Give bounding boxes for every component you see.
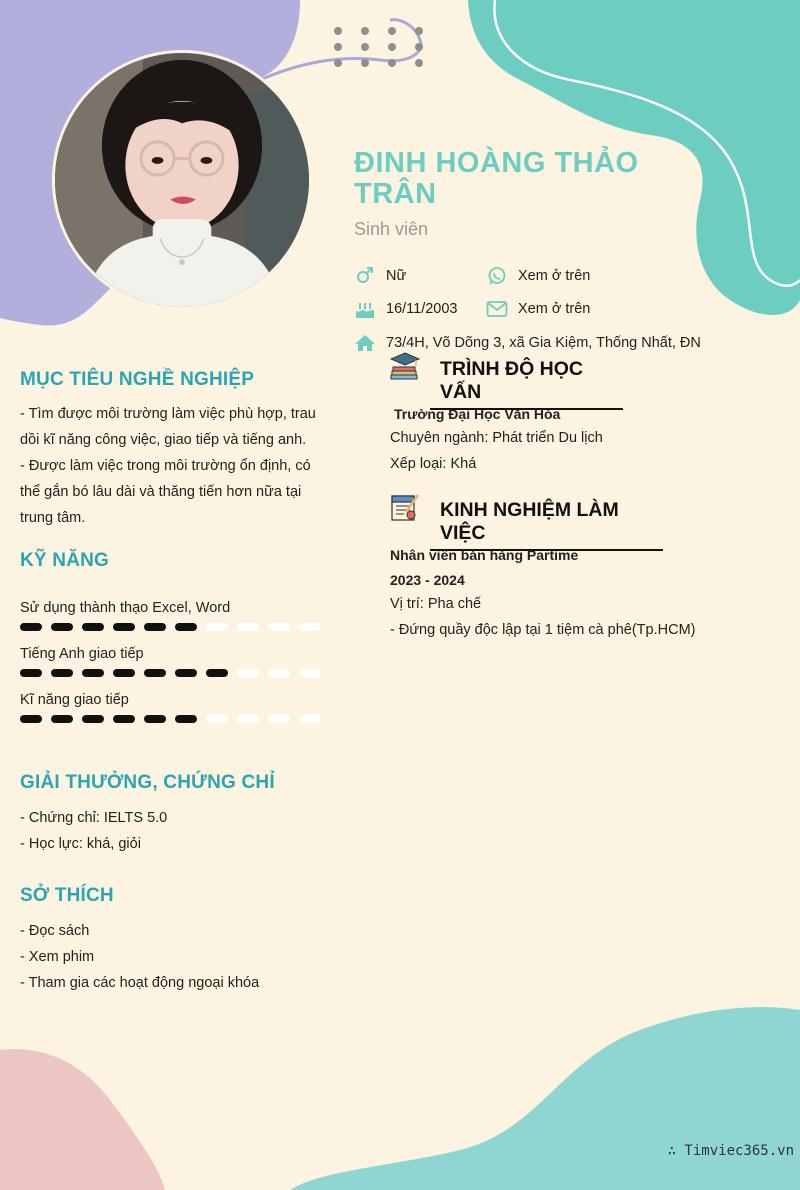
certificate-icon (389, 492, 421, 527)
skill-dash-filled (113, 669, 135, 677)
job-title: Sinh viên (354, 219, 429, 239)
objective-line: - Được làm việc trong môi trường ổn định, có (20, 458, 311, 474)
dob-value: 16/11/2003 (386, 301, 458, 317)
skill-dash-empty (299, 669, 321, 677)
skill-dash-filled (51, 623, 73, 631)
skill-dash-empty (299, 623, 321, 631)
skill-dash-filled (206, 669, 228, 677)
contact-email (486, 299, 590, 319)
skill-dash-empty (206, 623, 228, 631)
experience-role: Nhân viên bán hàng Partime (390, 547, 579, 563)
skill-dash-empty (237, 715, 259, 723)
address-value: 73/4H, Võ Dõng 3, xã Gia Kiệm, Thống Nhất, ĐN (386, 335, 701, 351)
school-name: Trường Đại Học Văn Hóa (394, 406, 561, 422)
award-line: - Học lực: khá, giỏi (20, 836, 141, 852)
skill-dash-filled (20, 715, 42, 723)
objective-title: MỤC TIÊU NGHỀ NGHIỆP (20, 369, 255, 390)
skill-dash-filled (82, 623, 104, 631)
hobby-line: - Tham gia các hoạt động ngoại khóa (20, 975, 260, 991)
skill-dash-filled (144, 669, 166, 677)
skill-bar (20, 669, 321, 677)
site-watermark: ∴ Timviec365.vn (667, 1143, 794, 1159)
experience-position: Vị trí: Pha chế (390, 596, 482, 612)
skill-dash-empty (268, 715, 290, 723)
major: Chuyên ngành: Phát triển Du lịch (390, 430, 603, 446)
skill-label: Kĩ năng giao tiếp (20, 692, 129, 708)
awards-title: GIẢI THƯỞNG, CHỨNG CHỈ (20, 772, 275, 793)
skill-bar (20, 623, 321, 631)
skill-dash-filled (82, 669, 104, 677)
skill-label: Sử dụng thành thạo Excel, Word (20, 600, 231, 616)
hobby-line: - Xem phim (20, 949, 95, 965)
education-title: TRÌNH ĐỘ HỌC VẤN (430, 358, 623, 410)
objective-line: - Tìm được môi trường làm việc phù hợp, trau (20, 406, 316, 422)
email-value: Xem ở trên (518, 301, 591, 317)
skills-title: KỸ NĂNG (20, 550, 110, 571)
objective-text (20, 401, 325, 531)
skill-dash-filled (20, 669, 42, 677)
home-icon (354, 333, 376, 353)
skill-dash-empty (268, 623, 290, 631)
birthday-cake-icon (354, 299, 376, 319)
experience-title: KINH NGHIỆM LÀM VIỆC (430, 499, 663, 551)
experience-description: - Đứng quầy độc lập tại 1 tiệm cà phê(Tp.HCM) (390, 622, 696, 638)
skill-dash-empty (237, 669, 259, 677)
profile-photo (52, 50, 312, 310)
objective-line: trung tâm. (20, 510, 86, 526)
experience-period: 2023 - 2024 (390, 572, 465, 588)
contact-phone (486, 266, 590, 286)
skill-dash-filled (51, 669, 73, 677)
phone-value: Xem ở trên (518, 268, 591, 284)
skill-dash-filled (82, 715, 104, 723)
skill-label: Tiếng Anh giao tiếp (20, 646, 144, 662)
hobbies-text (20, 918, 325, 996)
skill-dash-filled (20, 623, 42, 631)
objective-line: thể gắn bó lâu dài và thăng tiến hơn nữa tại (20, 484, 302, 500)
gender-icon (354, 266, 376, 286)
awards-text (20, 805, 325, 857)
contact-gender (354, 266, 406, 286)
envelope-icon (486, 299, 508, 319)
skill-dash-filled (144, 715, 166, 723)
skill-dash-filled (144, 623, 166, 631)
award-line: - Chứng chỉ: IELTS 5.0 (20, 810, 168, 826)
skill-dash-empty (299, 715, 321, 723)
skill-dash-filled (175, 715, 197, 723)
skill-dash-empty (237, 623, 259, 631)
objective-line: dồi kĩ năng công việc, giao tiếp và tiếng anh. (20, 432, 307, 448)
hobby-line: - Đọc sách (20, 923, 90, 939)
profile-photo-illustration (55, 53, 309, 307)
skill-dash-filled (175, 623, 197, 631)
contact-dob (354, 299, 458, 319)
skill-dash-filled (113, 715, 135, 723)
skill-dash-filled (51, 715, 73, 723)
candidate-name: ĐINH HOÀNG THẢO TRÂN (354, 147, 639, 210)
gender-value: Nữ (386, 268, 407, 284)
skill-dash-filled (113, 623, 135, 631)
hobbies-title: SỞ THÍCH (20, 885, 114, 906)
rank: Xếp loại: Khá (390, 456, 477, 472)
whatsapp-icon (486, 266, 508, 286)
skill-bar (20, 715, 321, 723)
contact-address (354, 333, 701, 353)
skill-dash-empty (268, 669, 290, 677)
skill-dash-filled (175, 669, 197, 677)
skill-dash-empty (206, 715, 228, 723)
graduation-cap-icon (389, 351, 421, 386)
